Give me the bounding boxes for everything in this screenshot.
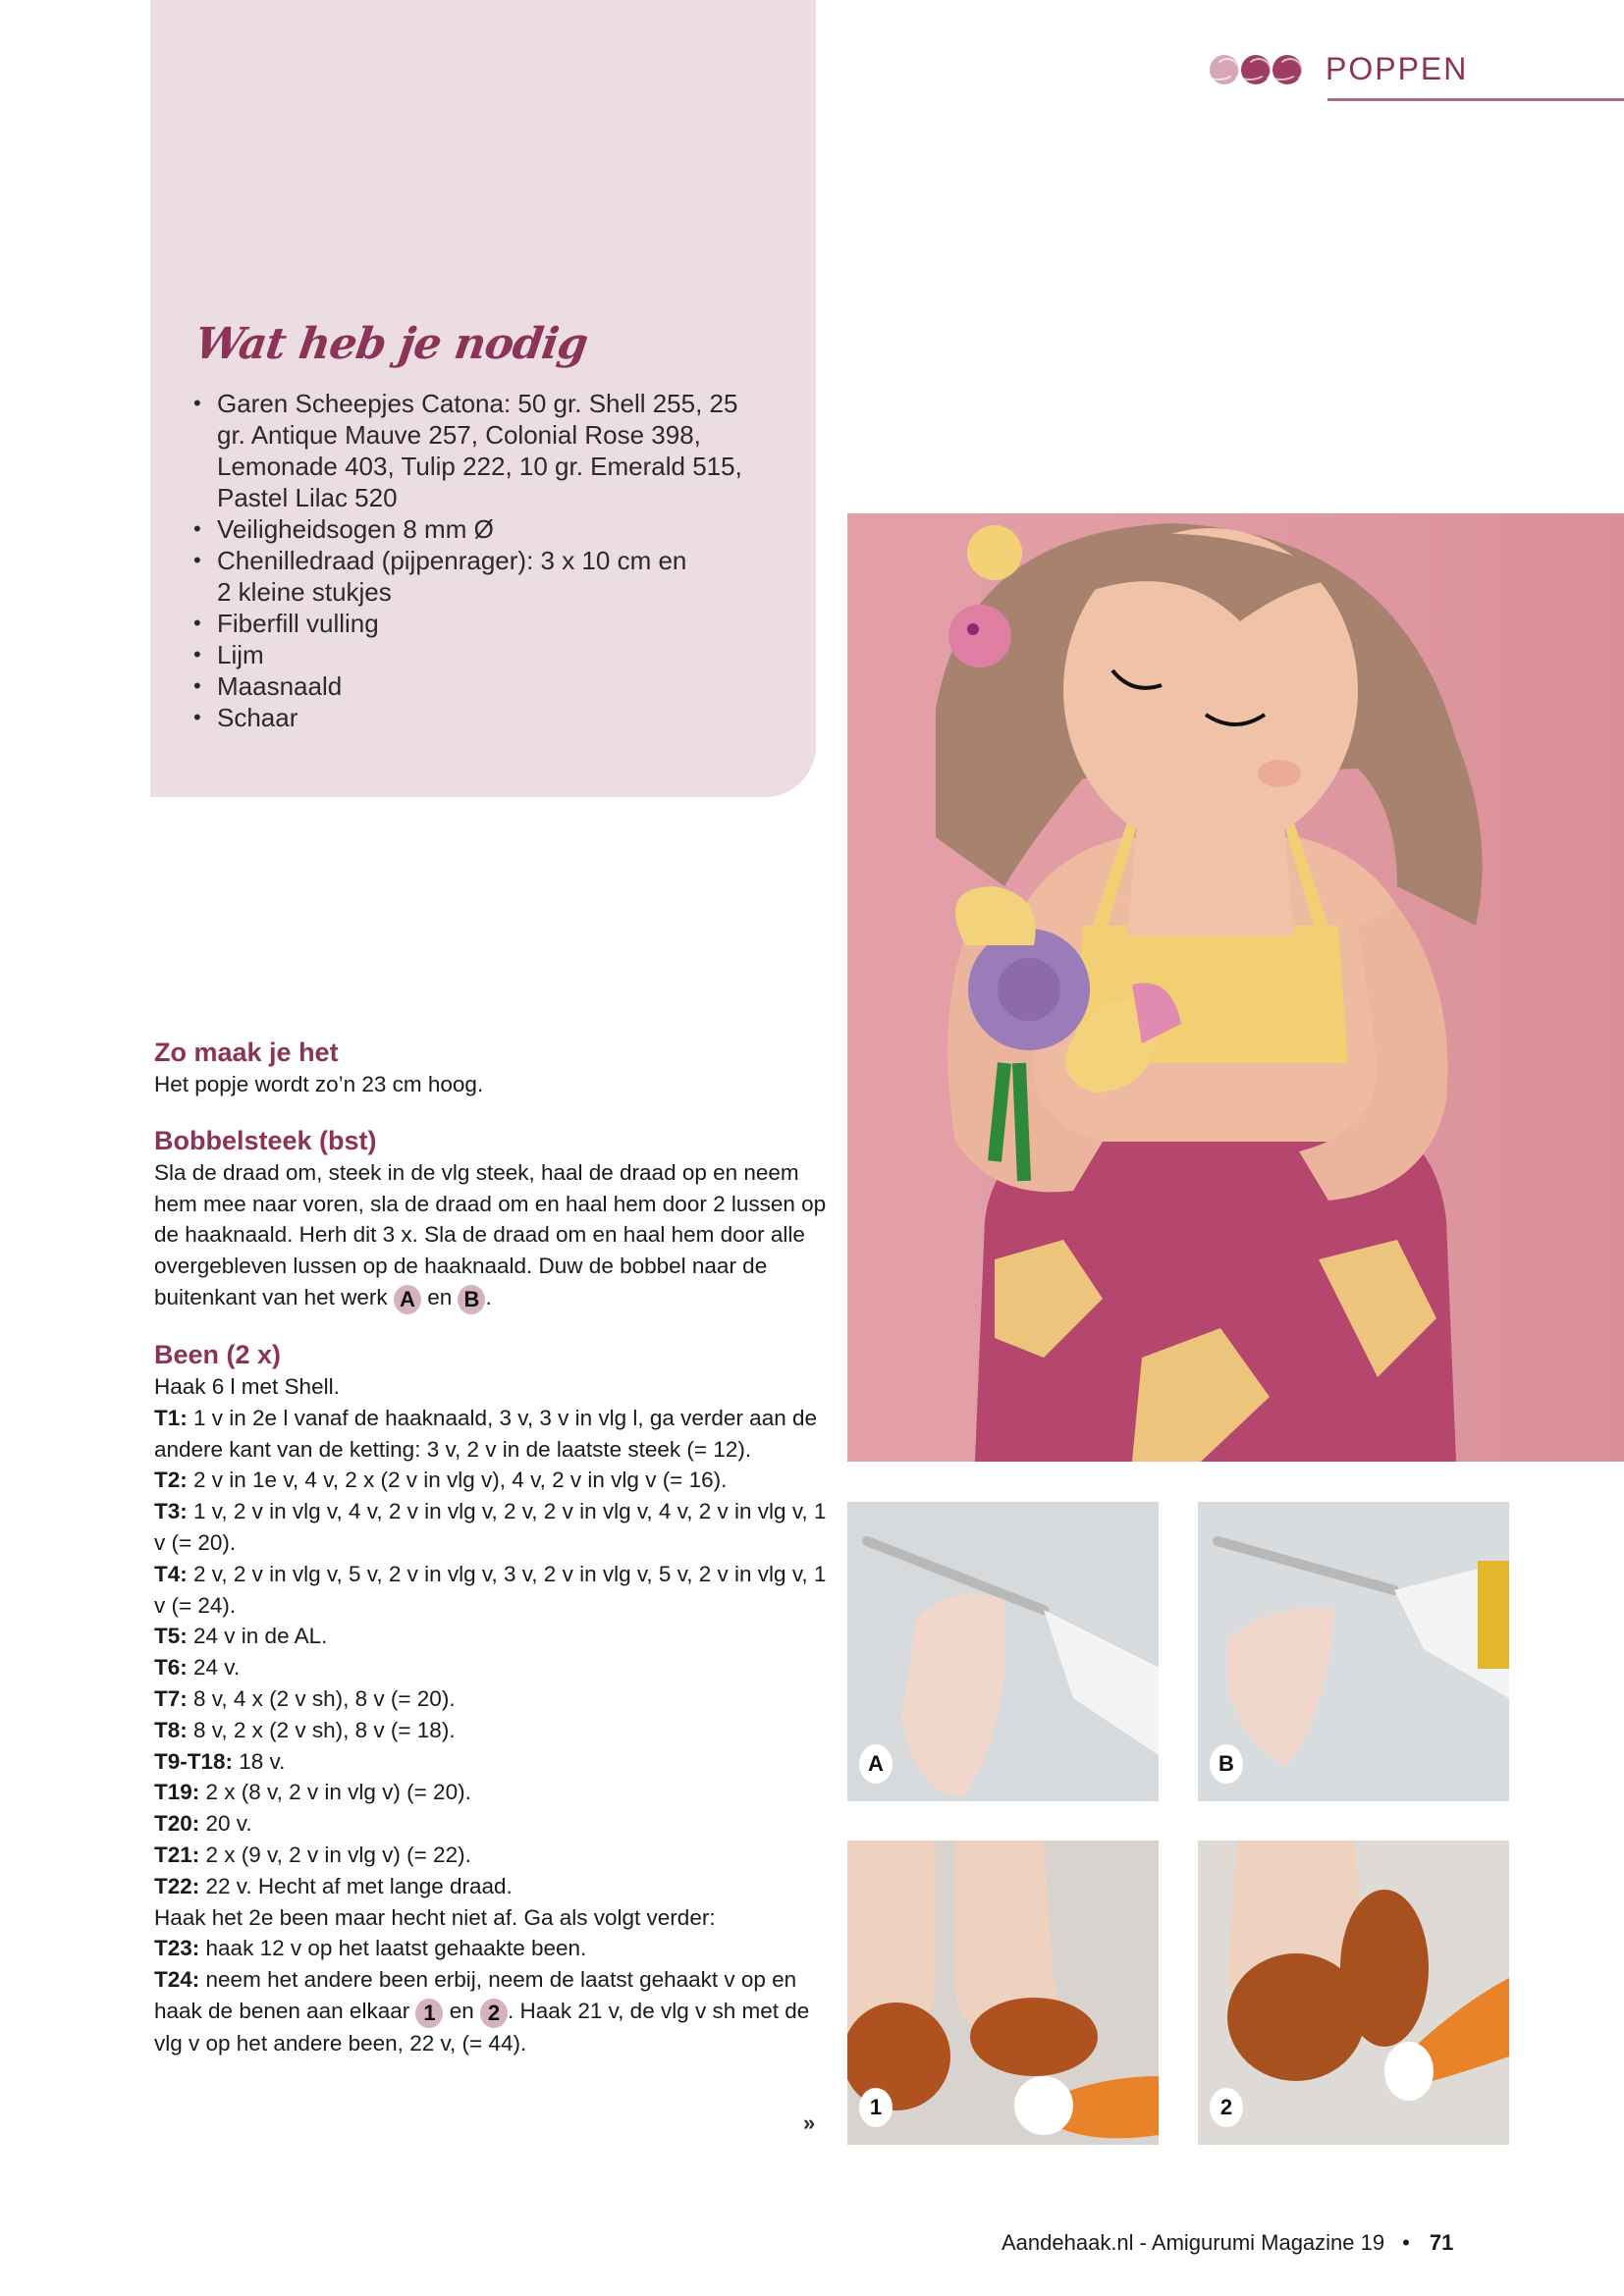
round-label: T23:: [154, 1936, 200, 1961]
doll-illustration: [847, 513, 1624, 1462]
round-text: 8 v, 2 x (2 v sh), 8 v (= 18).: [193, 1717, 456, 1742]
been-heading: Been (2 x): [154, 1339, 282, 1369]
round-text: . Haak 21 v, de vlg v sh met de vlg v op het andere been, 22 v, (= 44).: [154, 1998, 810, 2056]
round-label: T1:: [154, 1405, 188, 1430]
round-label: T9-T18:: [154, 1748, 234, 1774]
round-text: 18 v.: [239, 1748, 286, 1774]
round-text: haak 12 v op het laatst gehaakte been.: [205, 1936, 587, 1961]
materials-item: • Garen Scheepjes Catona: 50 gr. Shell 255, 25 gr. Antique Mauve 257, Colonial Rose 398, Lemonade 403, Tulip 222, 10 gr. Emerald 515, Pastel Lilac 520: [191, 388, 767, 513]
round-line: [154, 1403, 832, 1466]
bouquet-flower-lilac-inner: [998, 958, 1060, 1021]
crochet-legs-2: [1198, 1841, 1509, 2145]
bouquet-flower-yellow: [955, 886, 1036, 945]
round-label: T20:: [154, 1811, 200, 1837]
round-label: T21:: [154, 1842, 200, 1867]
connector-text: en: [449, 1998, 474, 2023]
doll-cheek: [1258, 760, 1301, 787]
been-continue-text: Haak het 2e been maar hecht niet af. Ga als volgt verder:: [154, 1904, 716, 1930]
round-line: [154, 1496, 832, 1559]
bobbelsteek-text: [154, 1157, 832, 1314]
rounds-list: [154, 1403, 832, 1902]
round-text: neem het andere been erbij, neem de laatst gehaakt v op en haak de benen aan elkaar: [154, 1967, 797, 2023]
section-title: POPPEN: [1326, 51, 1469, 86]
end-punct: .: [485, 1284, 492, 1309]
round-label: T8:: [154, 1717, 188, 1742]
page-number: 71: [1429, 2230, 1454, 2255]
section-rule: [1327, 98, 1624, 101]
hair-flower-bead: [967, 623, 979, 635]
round-line: [154, 1840, 832, 1871]
round-t24: [154, 1964, 832, 2059]
round-text: 22 v. Hecht af met lange draad.: [205, 1873, 513, 1898]
intro-text: Het popje wordt zo’n 23 cm hoog.: [154, 1072, 484, 1096]
materials-title: Wat heb je nodig: [191, 319, 591, 369]
page-footer: [1001, 2230, 1453, 2256]
round-text: 1 v, 2 v in vlg v, 4 v, 2 v in vlg v, 2 v, 2 v in vlg v, 4 v, 2 v in vlg v, 1 v (= 20).: [154, 1499, 827, 1555]
footer-text: Aandehaak.nl - Amigurumi Magazine 19: [1001, 2230, 1385, 2255]
photo-ref-badge-b: B: [458, 1285, 485, 1314]
connector-text: en: [427, 1284, 453, 1309]
round-label: T22:: [154, 1873, 200, 1898]
continue-mark: »: [803, 2110, 816, 2135]
round-label: T7:: [154, 1685, 188, 1711]
round-line: [154, 1465, 832, 1496]
round-text: 8 v, 4 x (2 v sh), 8 v (= 20).: [193, 1685, 456, 1711]
materials-item: • Schaar: [191, 702, 800, 733]
round-line: [154, 1621, 832, 1652]
hair-flower-pink: [948, 605, 1011, 667]
crochet-legs-1: [847, 1841, 1159, 2145]
yarn-ball-icon: [1241, 55, 1271, 84]
bobbelsteek-body: Sla de draad om, steek in de vlg steek, haal de draad op en neem hem mee naar voren, sla de draad om en haal hem door 2 lussen op de haaknaald. Herh dit 3 x. Sla de draad om en haal hem door alle overgebleven lussen op de haaknaald. Duw de bobbel naar de buitenkant van het werk: [154, 1159, 827, 1309]
photo-ref-badge-2: 2: [480, 1999, 508, 2028]
round-line: [154, 1808, 832, 1840]
crochet-piece-a: [847, 1502, 1159, 1801]
round-label: T2:: [154, 1468, 188, 1493]
materials-item: • Lijm: [191, 639, 800, 670]
materials-list: [191, 388, 800, 733]
round-label: T4:: [154, 1561, 188, 1586]
hair-flower-yellow: [967, 525, 1022, 580]
round-line: [154, 1777, 832, 1808]
photo-label-2: 2: [1210, 2088, 1243, 2127]
round-text: 2 v in 1e v, 4 v, 2 x (2 v in vlg v), 4 v, 2 v in vlg v (= 16).: [193, 1468, 728, 1493]
photo-label-a: A: [859, 1744, 893, 1784]
been-intro: Haak 6 l met Shell.: [154, 1373, 340, 1399]
round-line: [154, 1715, 832, 1746]
footer-separator: •: [1402, 2230, 1410, 2255]
step-photo-b: [1198, 1502, 1509, 1801]
round-label: T5:: [154, 1624, 188, 1649]
intro-heading: Zo maak je het: [154, 1038, 339, 1067]
materials-box: [150, 0, 816, 797]
round-line: [154, 1871, 832, 1902]
round-line: [154, 1746, 832, 1778]
round-label: T6:: [154, 1655, 188, 1681]
step-photo-2: [1198, 1841, 1509, 2145]
yarn-balls-icon: [1210, 55, 1308, 82]
round-text: 1 v in 2e l vanaf de haaknaald, 3 v, 3 v in vlg l, ga verder aan de andere kant van de ketting: 3 v, 2 v in de laatste steek (= 12).: [154, 1405, 818, 1462]
round-line: [154, 1559, 832, 1622]
round-text: 2 x (9 v, 2 v in vlg v) (= 22).: [205, 1842, 471, 1867]
round-t23: [154, 1933, 832, 1964]
photo-label-b: B: [1210, 1744, 1243, 1784]
doll-photo: [847, 513, 1624, 1462]
materials-item: • Chenilledraad (pijpenrager): 3 x 10 cm en 2 kleine stukjes: [191, 545, 688, 608]
section-header: [1210, 47, 1624, 102]
round-text: 2 x (8 v, 2 v in vlg v) (= 20).: [205, 1780, 471, 1805]
round-label: T24:: [154, 1967, 200, 1993]
step-photo-a: [847, 1502, 1159, 1801]
materials-item: • Veiligheidsogen 8 mm Ø: [191, 513, 800, 545]
step-photo-1: [847, 1841, 1159, 2145]
photo-label-1: 1: [859, 2088, 893, 2127]
photo-ref-badge-1: 1: [415, 1999, 443, 2028]
round-line: [154, 1652, 832, 1683]
round-text: 24 v in de AL.: [193, 1624, 328, 1649]
photo-ref-badge-a: A: [394, 1285, 421, 1314]
round-label: T19:: [154, 1780, 200, 1805]
instructions: [154, 1036, 832, 2059]
yarn-ball-icon: [1272, 55, 1302, 84]
round-label: T3:: [154, 1499, 188, 1524]
materials-item: • Maasnaald: [191, 670, 800, 702]
round-text: 24 v.: [193, 1655, 241, 1681]
materials-item: • Fiberfill vulling: [191, 608, 800, 639]
round-line: [154, 1683, 832, 1715]
round-text: 20 v.: [205, 1811, 252, 1837]
crochet-piece-b: [1198, 1502, 1509, 1801]
round-text: 2 v, 2 v in vlg v, 5 v, 2 v in vlg v, 3 v, 2 v in vlg v, 5 v, 2 v in vlg v, 1 v (= 24).: [154, 1561, 827, 1618]
yarn-ball-icon: [1210, 55, 1239, 84]
bobbelsteek-heading: Bobbelsteek (bst): [154, 1125, 377, 1155]
